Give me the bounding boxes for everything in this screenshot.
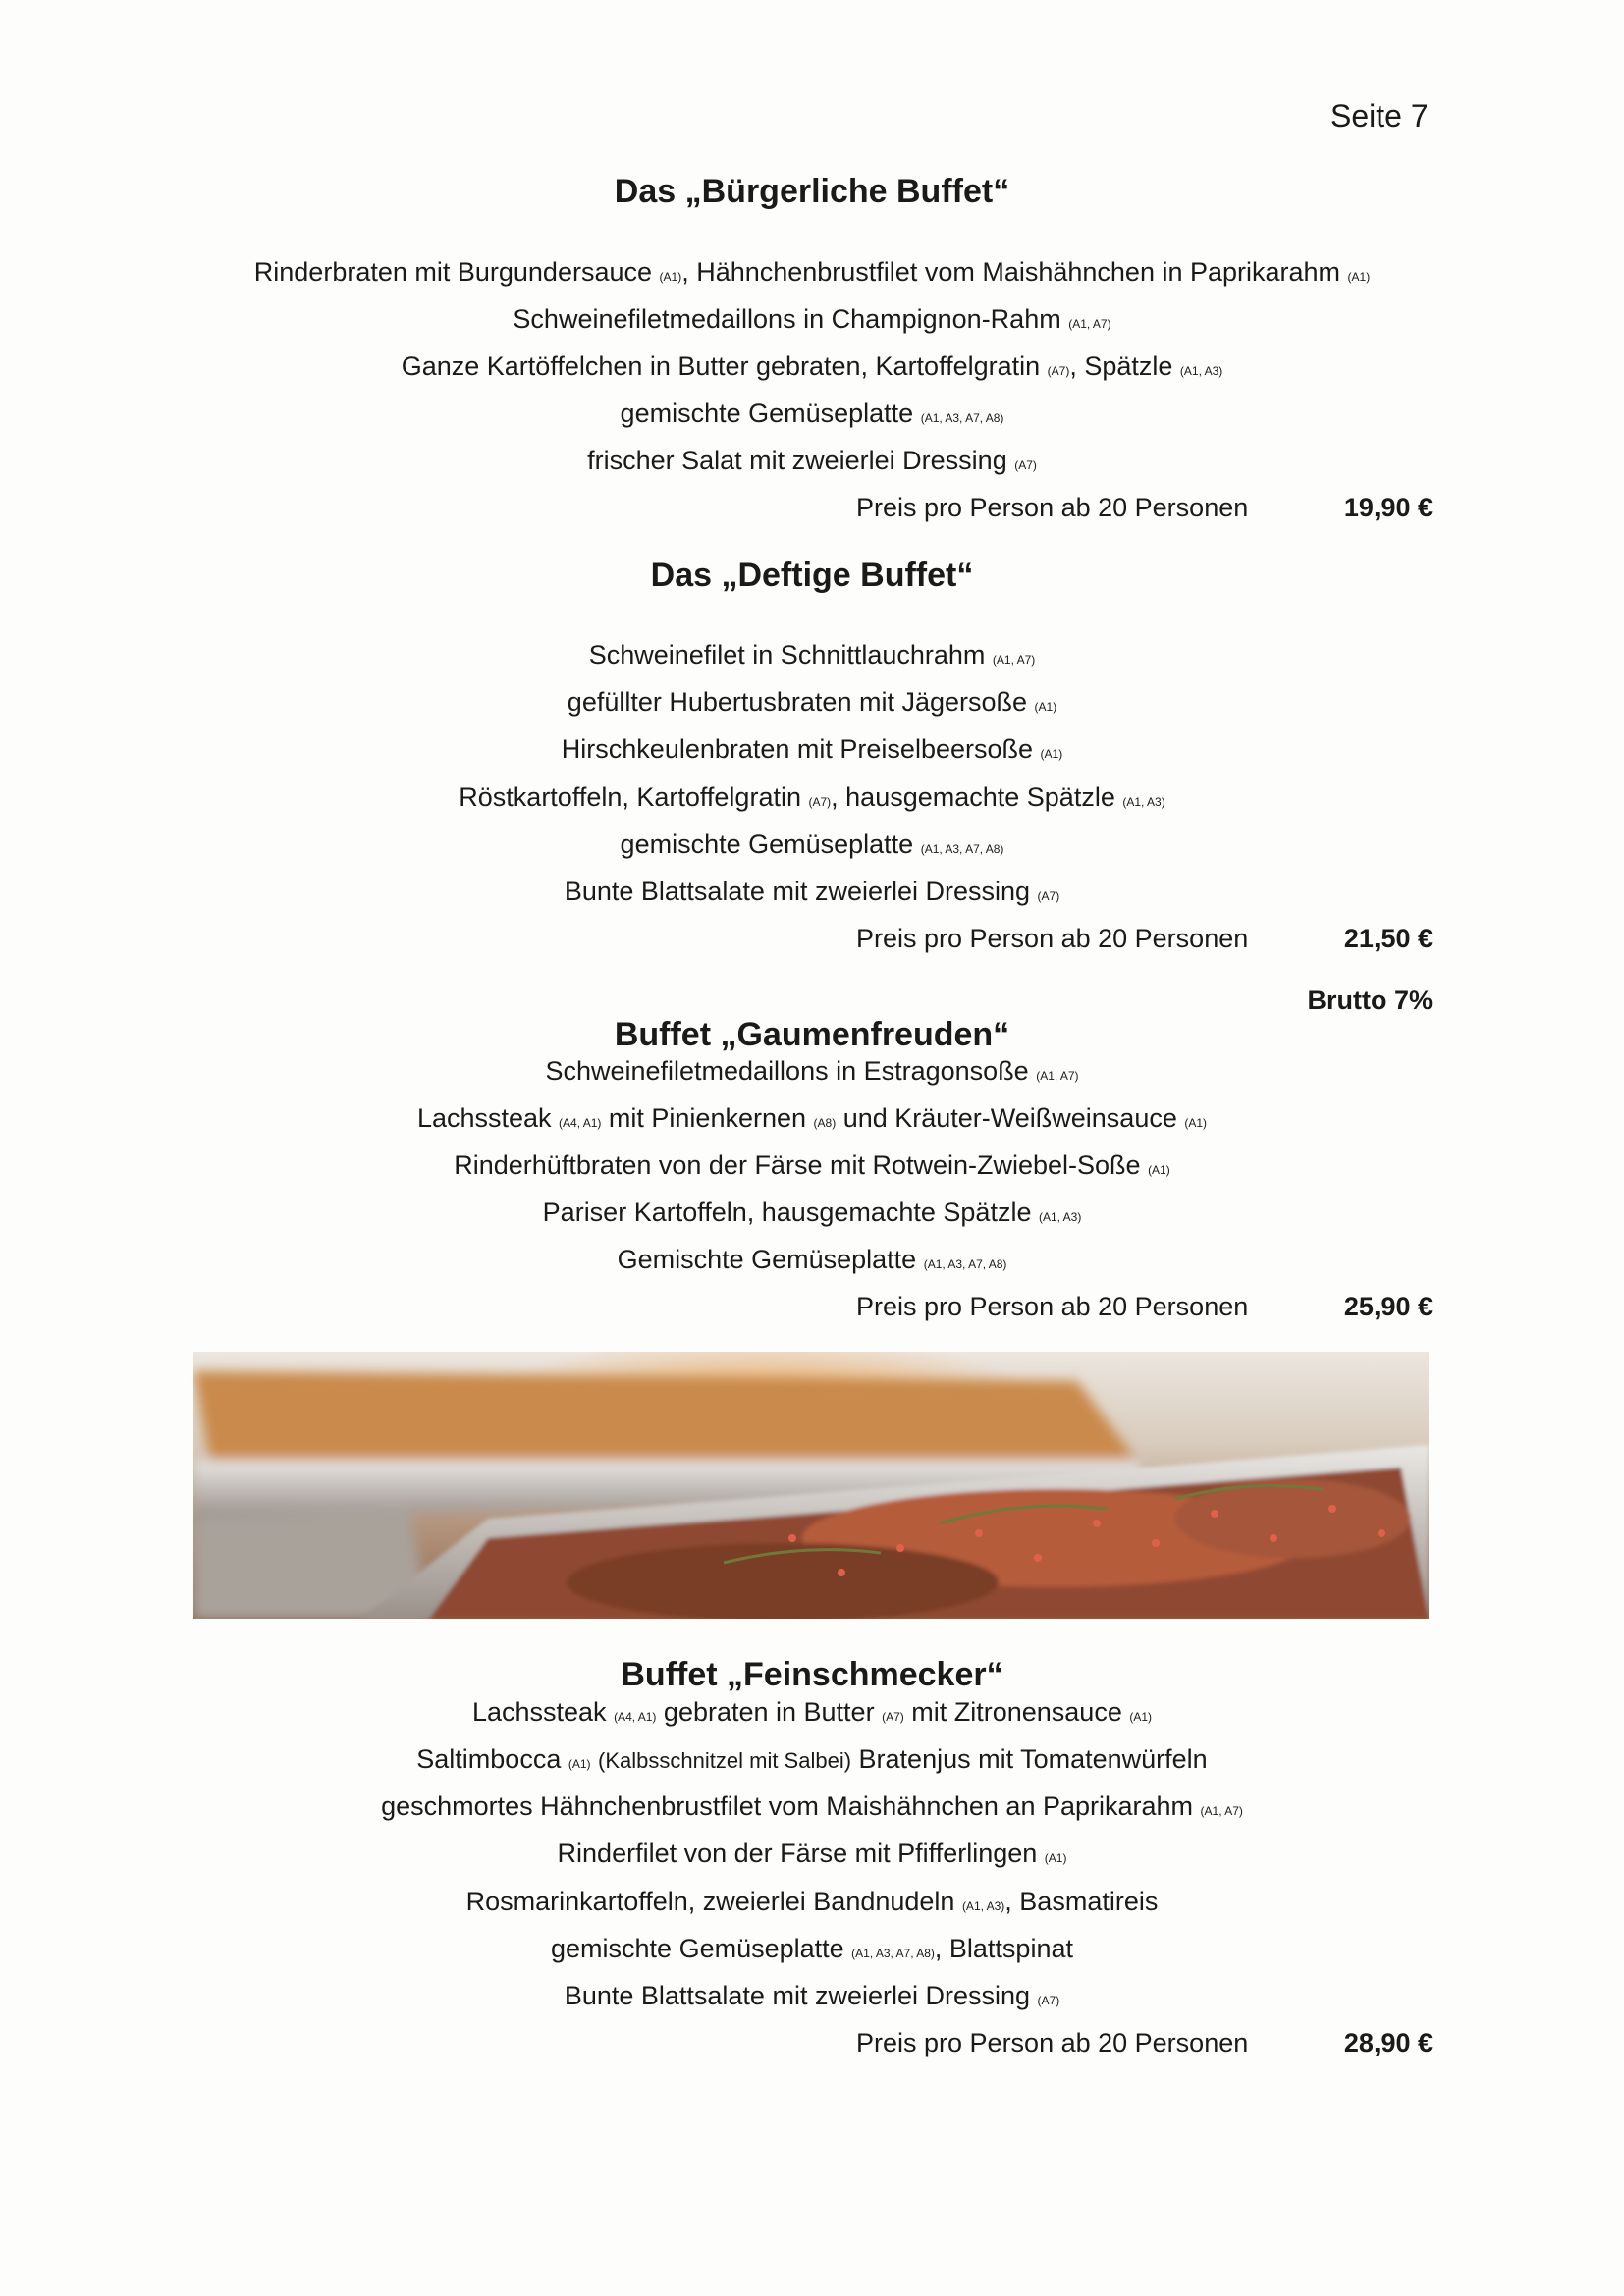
price-value: 28,90 € — [1343, 2028, 1433, 2057]
allergen-code: (A1, A3) — [961, 1899, 1005, 1913]
menu-line — [0, 734, 1624, 765]
dish-text: gemischte Gemüseplatte — [551, 1934, 852, 1963]
allergen-code: (A1) — [659, 270, 682, 284]
dish-text: Rosmarinkartoffeln, zweierlei Bandnudeln — [465, 1887, 962, 1916]
price-value: 19,90 € — [1343, 493, 1433, 522]
dish-text: mit Zitronensauce — [903, 1697, 1130, 1727]
dish-text: Rinderfilet von der Färse mit Pfifferlingen — [557, 1839, 1045, 1868]
menu-line — [0, 1245, 1624, 1275]
price-value: 25,90 € — [1343, 1292, 1433, 1321]
menu-line — [0, 640, 1624, 670]
menu-line — [0, 1198, 1624, 1228]
price-value: 21,50 € — [1343, 924, 1433, 953]
dish-text: geschmortes Hähnchenbrustfilet vom Maishähnchen an Paprikarahm — [381, 1791, 1201, 1821]
menu-line — [0, 351, 1624, 382]
allergen-code: (A4, A1) — [559, 1116, 602, 1130]
dish-text: Bunte Blattsalate mit zweierlei Dressing — [564, 1981, 1038, 2010]
allergen-code: (A7) — [1037, 1994, 1060, 2007]
allergen-code: (A1, A3, A7, A8) — [851, 1947, 935, 1960]
price-label: Preis pro Person ab 20 Personen — [856, 2028, 1249, 2057]
menu-line — [0, 1103, 1624, 1134]
menu-line — [0, 877, 1624, 907]
dish-text: , Spätzle — [1069, 351, 1180, 381]
dish-text: , Hähnchenbrustfilet vom Maishähnchen in Paprikarahm — [681, 257, 1348, 287]
dish-text: gebraten in Butter — [656, 1697, 883, 1727]
vat-note: Brutto 7% — [1307, 986, 1433, 1015]
allergen-code: (A1, A7) — [1200, 1804, 1243, 1818]
menu-line — [0, 399, 1624, 429]
allergen-code: (A1, A3) — [1122, 795, 1165, 809]
menu-line — [0, 1839, 1624, 1869]
dish-text: Hirschkeulenbraten mit Preiselbeersoße — [561, 734, 1041, 764]
menu-line — [0, 1981, 1624, 2011]
section-title: Buffet „Gaumenfreuden“ — [614, 1016, 1010, 1053]
dish-text: und Kräuter-Weißweinsauce — [836, 1103, 1185, 1133]
dish-text: gemischte Gemüseplatte — [620, 399, 921, 428]
menu-line — [0, 1056, 1624, 1087]
allergen-code: (A1, A7) — [1068, 317, 1111, 331]
allergen-code: (A1, A3, A7, A8) — [923, 1257, 1007, 1271]
allergen-code: (A7) — [882, 1710, 904, 1724]
dish-text: Rinderbraten mit Burgundersauce — [253, 257, 660, 287]
menu-line — [0, 304, 1624, 335]
menu-line — [0, 1150, 1624, 1181]
allergen-code: (A7) — [1037, 889, 1060, 903]
menu-line — [0, 1744, 1624, 1775]
dish-text: frischer Salat mit zweierlei Dressing — [587, 446, 1015, 475]
menu-line — [0, 1791, 1624, 1822]
allergen-code: (A7) — [1047, 364, 1070, 378]
allergen-code: (A1, A3, A7, A8) — [920, 411, 1004, 425]
allergen-code: (A1) — [1347, 270, 1371, 284]
section-title: Buffet „Feinschmecker“ — [621, 1656, 1003, 1693]
menu-line — [0, 446, 1624, 476]
dish-text: Pariser Kartoffeln, hausgemachte Spätzle — [542, 1198, 1039, 1227]
dish-text: Schweinefiletmedaillons in Estragonsoße — [545, 1056, 1037, 1086]
dish-text: Ganze Kartöffelchen in Butter gebraten, Kartoffelgratin — [401, 351, 1048, 381]
dish-text: , Blattspinat — [934, 1934, 1073, 1963]
menu-line — [0, 1934, 1624, 1964]
allergen-code: (A1, A3) — [1179, 364, 1223, 378]
allergen-code: (A4, A1) — [614, 1710, 657, 1724]
dish-note: (Kalbsschnitzel mit Salbei) — [598, 1748, 852, 1773]
dish-text: Lachssteak — [471, 1697, 615, 1727]
allergen-code: (A1) — [1044, 1851, 1067, 1865]
menu-line — [0, 782, 1624, 813]
menu-line — [0, 687, 1624, 718]
allergen-code: (A1) — [1034, 700, 1057, 714]
dish-text: , hausgemachte Spätzle — [831, 782, 1123, 812]
allergen-code: (A1) — [1148, 1163, 1170, 1177]
section-title: Das „Bürgerliche Buffet“ — [614, 173, 1010, 210]
price-label: Preis pro Person ab 20 Personen — [856, 493, 1249, 522]
allergen-code: (A1, A3, A7, A8) — [920, 842, 1004, 856]
price-label: Preis pro Person ab 20 Personen — [856, 1292, 1249, 1321]
allergen-code: (A1, A3) — [1038, 1210, 1082, 1224]
dish-text: Bratenjus mit Tomatenwürfeln — [851, 1744, 1208, 1774]
price-label: Preis pro Person ab 20 Personen — [856, 924, 1249, 953]
dish-text: mit Pinienkernen — [601, 1103, 814, 1133]
allergen-code: (A7) — [808, 795, 832, 809]
allergen-code: (A1, A7) — [1036, 1069, 1079, 1083]
dish-text: Schweinefilet in Schnittlauchrahm — [588, 640, 993, 669]
dish-text: Bunte Blattsalate mit zweierlei Dressing — [564, 877, 1038, 906]
dish-text: Saltimbocca — [416, 1744, 568, 1774]
section-title: Das „Deftige Buffet“ — [650, 557, 974, 594]
dish-text: Schweinefiletmedaillons in Champignon-Rahm — [513, 304, 1069, 334]
menu-line — [0, 257, 1624, 288]
menu-line — [0, 1697, 1624, 1728]
buffet-photo — [193, 1352, 1429, 1619]
dish-text: Gemischte Gemüseplatte — [617, 1245, 924, 1274]
allergen-code: (A1) — [568, 1757, 591, 1771]
dish-text: Rinderhüftbraten von der Färse mit Rotwein-Zwiebel-Soße — [454, 1150, 1149, 1180]
allergen-code: (A1) — [1040, 747, 1063, 761]
page-number: Seite 7 — [1330, 98, 1429, 133]
menu-line — [0, 1887, 1624, 1917]
menu-line — [0, 829, 1624, 860]
dish-text: , Basmatireis — [1004, 1887, 1159, 1916]
allergen-code: (A8) — [813, 1116, 837, 1130]
chafing-dish-illustration — [193, 1352, 1429, 1619]
dish-text: gemischte Gemüseplatte — [620, 829, 921, 859]
dish-text: gefüllter Hubertusbraten mit Jägersoße — [567, 687, 1035, 717]
dish-text: Röstkartoffeln, Kartoffelgratin — [459, 782, 809, 812]
dish-text — [591, 1744, 599, 1774]
allergen-code: (A1) — [1184, 1116, 1208, 1130]
allergen-code: (A7) — [1014, 458, 1037, 472]
dish-text: Lachssteak — [416, 1103, 560, 1133]
allergen-code: (A1) — [1129, 1710, 1153, 1724]
allergen-code: (A1, A7) — [992, 653, 1036, 667]
